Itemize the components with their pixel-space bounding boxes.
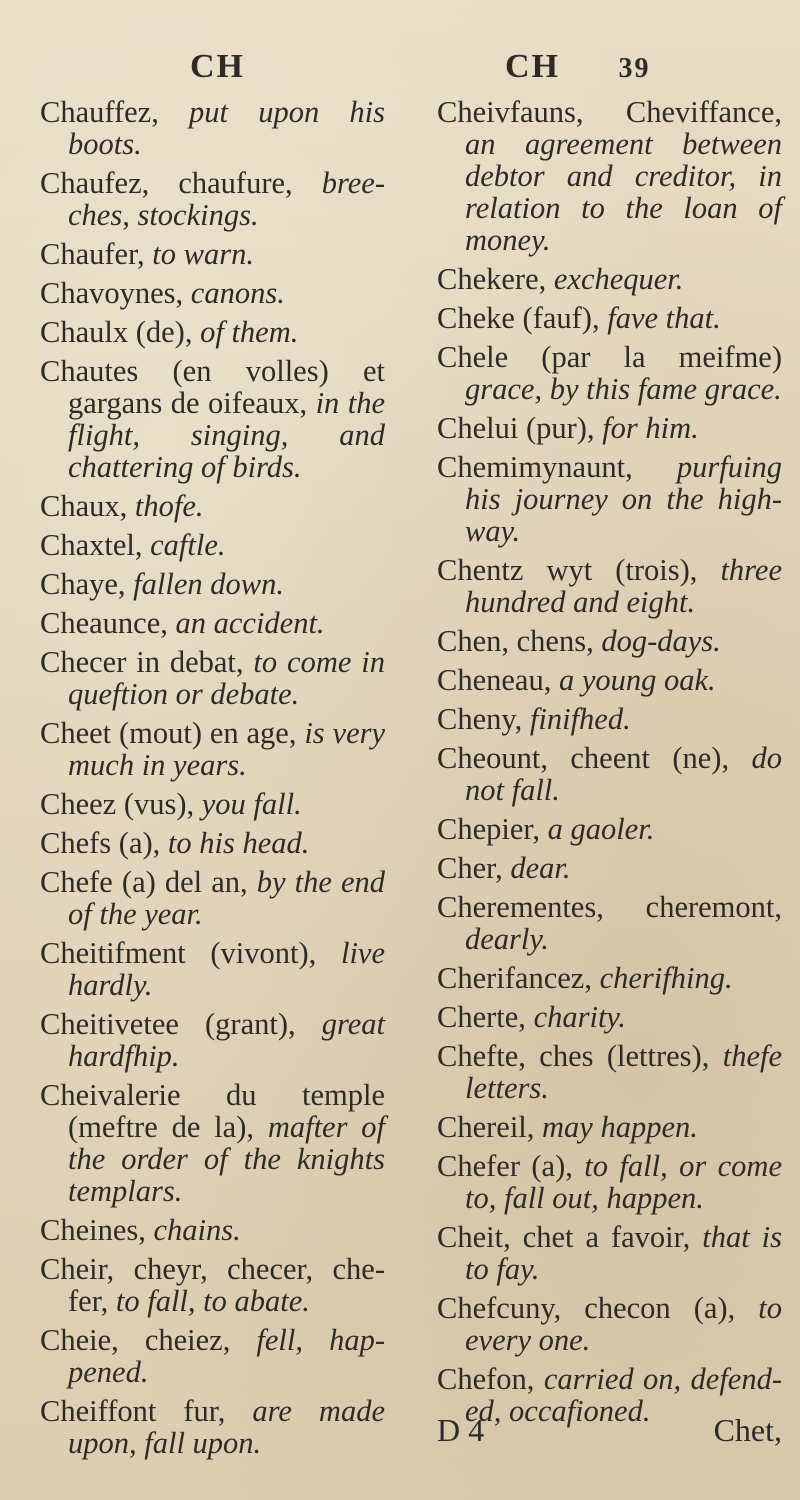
dictionary-entry xyxy=(40,96,385,160)
dictionary-entry xyxy=(437,1001,782,1033)
entry-headword: Cheny, xyxy=(437,702,523,736)
entry-definition: charity. xyxy=(533,1000,626,1034)
entry-definition: by the end of the year. xyxy=(68,865,385,931)
entry-definition: fallen down. xyxy=(133,567,284,601)
entry-definition: you fall. xyxy=(201,787,302,821)
dictionary-entry xyxy=(40,607,385,639)
entry-headword: Cheitivetee (grant), xyxy=(40,1007,296,1041)
dictionary-entry xyxy=(437,664,782,696)
dictionary-entry xyxy=(437,852,782,884)
entry-definition: mafter of the order of the knights templars. xyxy=(68,1110,385,1208)
entry-definition: dearly. xyxy=(465,922,549,956)
entry-definition: thefe letters. xyxy=(465,1039,782,1105)
dictionary-entry xyxy=(437,891,782,955)
entry-headword: Cheitifment (vivont), xyxy=(40,936,317,970)
entry-headword: Cherementes, cheremont, xyxy=(437,890,782,924)
dictionary-entry xyxy=(437,625,782,657)
entry-headword: Cher, xyxy=(437,851,503,885)
dictionary-entry xyxy=(437,263,782,295)
entry-definition: to come in queftion or debate. xyxy=(68,645,385,711)
dictionary-entry xyxy=(40,788,385,820)
entry-definition: a young oak. xyxy=(558,663,716,697)
dictionary-entry xyxy=(437,341,782,405)
entry-headword: Chaxtel, xyxy=(40,528,143,562)
dictionary-entry xyxy=(437,742,782,806)
entry-headword: Chaye, xyxy=(40,567,126,601)
entry-definition: thofe. xyxy=(134,489,204,523)
dictionary-entry xyxy=(40,1008,385,1072)
entry-definition: dear. xyxy=(510,851,571,885)
dictionary-entry xyxy=(40,866,385,930)
entry-headword: Cheines, xyxy=(40,1213,146,1247)
entry-headword: Cheaunce, xyxy=(40,606,168,640)
entry-definition: dog-days. xyxy=(601,624,721,658)
entry-definition: to warn. xyxy=(152,237,254,271)
entry-headword: Chefe (a) del an, xyxy=(40,865,248,899)
entry-headword: Cheiffont fur, xyxy=(40,1394,226,1428)
catchword: Chet, xyxy=(713,1412,782,1448)
dictionary-entry xyxy=(40,1253,385,1317)
entry-definition: finifhed. xyxy=(529,702,631,736)
entry-headword: Chefte, ches (lettres), xyxy=(437,1039,710,1073)
entry-headword: Cheet (mout) en age, xyxy=(40,716,297,750)
entry-headword: Chaux, xyxy=(40,489,128,523)
entry-headword: Chentz wyt (trois), xyxy=(437,553,698,587)
dictionary-entry xyxy=(437,813,782,845)
entry-definition: fell, hap-pened. xyxy=(68,1323,385,1389)
entry-headword: Chele (par la meifme) xyxy=(437,340,782,374)
entry-definition: put upon his boots. xyxy=(68,95,385,161)
entry-definition: cherifhing. xyxy=(599,961,733,995)
dictionary-entry xyxy=(437,703,782,735)
entry-headword: Cheneau, xyxy=(437,663,552,697)
entry-definition: is very much in years. xyxy=(68,716,386,782)
entry-headword: Cheit, chet a favoir, xyxy=(437,1220,691,1254)
entry-definition: do not fall. xyxy=(465,741,782,807)
entry-headword: Cherte, xyxy=(437,1000,526,1034)
entry-definition: to his head. xyxy=(167,826,310,860)
running-head-left xyxy=(190,48,245,94)
right-column xyxy=(437,96,782,1434)
dictionary-entry xyxy=(40,355,385,483)
entry-definition: to fall, or come to, fall out, happen. xyxy=(465,1149,782,1215)
dictionary-entry xyxy=(437,451,782,547)
dictionary-entry xyxy=(40,529,385,561)
entry-headword: Chereil, xyxy=(437,1110,535,1144)
entry-definition: to every one. xyxy=(465,1291,783,1357)
entry-definition: caftle. xyxy=(150,528,226,562)
entry-definition: a gaoler. xyxy=(547,812,655,846)
running-head-right xyxy=(505,48,651,94)
entry-definition: for him. xyxy=(602,411,699,445)
entry-headword: Chaufer, xyxy=(40,237,145,271)
entry-definition: bree-ches, stockings. xyxy=(68,166,385,232)
dictionary-entry xyxy=(437,1111,782,1143)
entry-definition: three hundred and eight. xyxy=(465,553,782,619)
dictionary-entry xyxy=(40,277,385,309)
dictionary-entry xyxy=(437,1150,782,1214)
dictionary-entry xyxy=(40,1214,385,1246)
dictionary-entry xyxy=(40,490,385,522)
dictionary-entry xyxy=(437,962,782,994)
entry-headword: Cheke (fauf), xyxy=(437,301,600,335)
entry-headword: Chaufez, chaufure, xyxy=(40,166,293,200)
entry-definition: may happen. xyxy=(542,1110,698,1144)
entry-definition: in the flight, singing, and chattering of birds. xyxy=(68,386,386,484)
entry-headword: Chelui (pur), xyxy=(437,411,595,445)
entry-headword: Chaulx (de), xyxy=(40,315,193,349)
dictionary-entry xyxy=(40,1395,385,1459)
dictionary-entry xyxy=(40,1324,385,1388)
entry-headword: Cheie, cheiez, xyxy=(40,1323,231,1357)
entry-headword: Chavoynes, xyxy=(40,276,184,310)
entry-headword: Checer in debat, xyxy=(40,645,244,679)
dictionary-entry xyxy=(40,717,385,781)
dictionary-entry xyxy=(40,568,385,600)
entry-definition: grace, by this fame grace. xyxy=(465,372,782,406)
entry-headword: Cherifancez, xyxy=(437,961,592,995)
dictionary-entry xyxy=(437,1040,782,1104)
entry-headword: Chen, chens, xyxy=(437,624,594,658)
entry-definition: purfuing his journey on the high-way. xyxy=(465,450,782,548)
running-head-left-text: CH xyxy=(190,48,245,85)
entry-definition: canons. xyxy=(190,276,285,310)
entry-headword: Chefcuny, checon (a), xyxy=(437,1291,736,1325)
entry-definition: chains. xyxy=(153,1213,241,1247)
dictionary-entry xyxy=(437,302,782,334)
entry-headword: Chautes (en volles) et gargans de oifeaux, xyxy=(40,354,385,420)
dictionary-entry xyxy=(40,937,385,1001)
entry-headword: Chefer (a), xyxy=(437,1149,573,1183)
dictionary-entry xyxy=(40,646,385,710)
entry-definition: fave that. xyxy=(607,301,721,335)
signature-mark: D 4 xyxy=(437,1412,485,1448)
dictionary-entry xyxy=(437,1221,782,1285)
entry-headword: Cheez (vus), xyxy=(40,787,195,821)
entry-headword: Chefon, xyxy=(437,1362,535,1396)
entry-headword: Chauffez, xyxy=(40,95,159,129)
entry-headword: Chekere, xyxy=(437,262,547,296)
dictionary-entry xyxy=(437,1292,782,1356)
entry-headword: Chemimynaunt, xyxy=(437,450,633,484)
dictionary-entry xyxy=(437,96,782,256)
dictionary-entry xyxy=(40,316,385,348)
entry-definition: great hardfhip. xyxy=(68,1007,385,1073)
entry-headword: Chefs (a), xyxy=(40,826,161,860)
entry-headword: Chepier, xyxy=(437,812,540,846)
dictionary-entry xyxy=(40,238,385,270)
entry-definition: an accident. xyxy=(175,606,325,640)
entry-headword: Cheivfauns, Cheviffance, xyxy=(437,95,782,129)
entry-definition: live hardly. xyxy=(68,936,385,1002)
left-column xyxy=(40,96,385,1466)
entry-definition: that is to fay. xyxy=(465,1220,782,1286)
entry-definition: are made upon, fall upon. xyxy=(68,1394,385,1460)
running-head-right-text: CH xyxy=(505,48,560,85)
entry-definition: carried on, defend-ed, occafioned. xyxy=(465,1362,782,1428)
entry-headword: Cheount, cheent (ne), xyxy=(437,741,730,775)
entry-definition: of them. xyxy=(200,315,299,349)
dictionary-entry xyxy=(40,167,385,231)
entry-definition: an agreement between debtor and creditor, in relation to the loan of money. xyxy=(465,127,782,257)
entry-definition: exchequer. xyxy=(553,262,684,296)
dictionary-entry xyxy=(437,412,782,444)
page-number: 39 xyxy=(618,53,651,84)
entry-headword: Cheir, cheyr, checer, che-fer, xyxy=(40,1252,385,1318)
entry-headword: Cheivalerie du temple (meftre de la), xyxy=(40,1078,385,1144)
entry-definition: to fall, to abate. xyxy=(115,1284,310,1318)
dictionary-entry xyxy=(40,827,385,859)
dictionary-entry xyxy=(437,554,782,618)
dictionary-entry xyxy=(40,1079,385,1207)
